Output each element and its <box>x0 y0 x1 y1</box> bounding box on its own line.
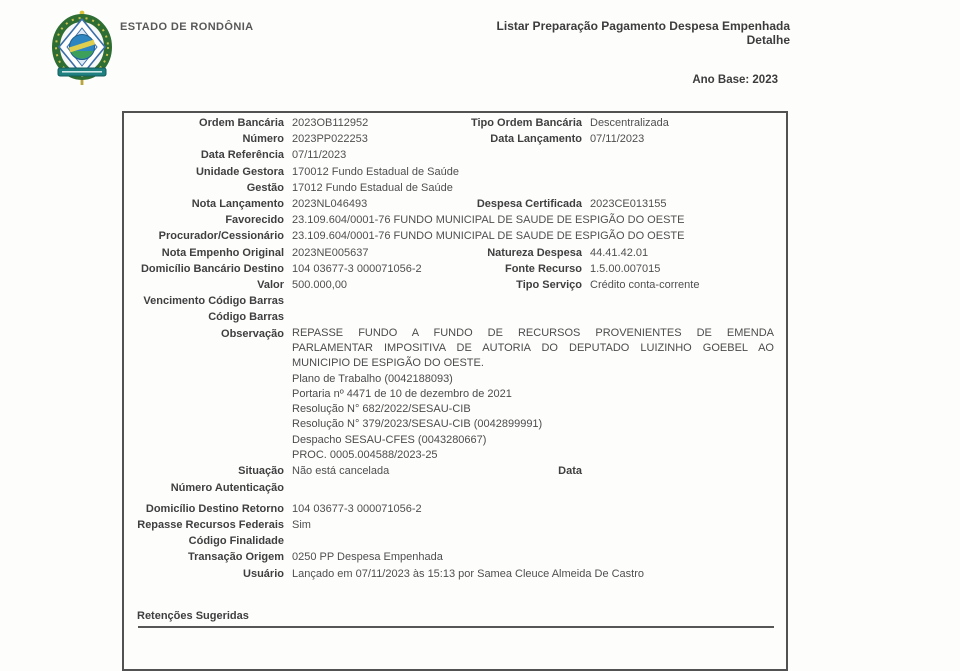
field-label: Domicílio Destino Retorno <box>145 502 284 515</box>
row-usuario <box>124 566 786 582</box>
field-label: Valor <box>257 279 284 292</box>
field-label: Ordem Bancária <box>199 117 284 129</box>
field-label: Situação <box>238 465 284 478</box>
observacao-line: Resolução N° 379/2023/SESAU-CIB (0042899991) <box>292 418 543 431</box>
field-value: Não está cancelada <box>292 465 390 478</box>
row-codigo-barras <box>124 309 786 325</box>
observacao-line: REPASSE FUNDO A FUNDO DE RECURSOS PROVENIENTES DE EMENDA <box>292 326 774 339</box>
field-value: 2023CE013155 <box>590 198 667 211</box>
row-nota-lancamento <box>124 196 786 212</box>
field-value <box>292 480 786 496</box>
row-gestao <box>124 180 786 196</box>
observacao-line: PROC. 0005.004588/2023-25 <box>292 449 438 462</box>
payment-detail-box <box>122 111 788 671</box>
report-title <box>497 19 790 47</box>
field-value-group <box>292 463 786 479</box>
field-value-group <box>292 115 786 131</box>
observacao-line: PARLAMENTAR IMPOSITIVA DE AUTORIA DO DEPUTADO LUIZINHO GOEBEL AO <box>292 341 774 354</box>
field-value: 23.109.604/0001-76 FUNDO MUNICIPAL DE SAUDE DE ESPIGÃO DO OESTE <box>292 214 685 227</box>
row-procurador-cessionario <box>124 228 786 244</box>
report-title-line1: Listar Preparação Pagamento Despesa Empenhada <box>496 19 790 33</box>
field-label: Natureza Despesa <box>487 246 582 259</box>
retencoes-section <box>124 608 786 628</box>
row-data-referencia <box>124 147 786 163</box>
field-value: 2023OB112952 <box>292 117 369 129</box>
row-unidade-gestora <box>124 164 786 180</box>
observacao-line: Portaria nº 4471 de 10 de dezembro de 2021 <box>292 387 512 400</box>
field-label: Código Finalidade <box>188 535 284 548</box>
row-valor <box>124 277 786 293</box>
field-label: Número Autenticação <box>170 481 284 494</box>
row-numero <box>124 131 786 147</box>
field-label: Domicílio Bancário Destino <box>140 262 284 275</box>
field-label: Tipo Ordem Bancária <box>470 117 582 129</box>
field-value-group <box>292 196 786 212</box>
field-value: 17012 Fundo Estadual de Saúde <box>292 181 453 194</box>
field-value: Crédito conta-corrente <box>590 279 700 292</box>
field-label: Unidade Gestora <box>195 165 284 178</box>
retencoes-rule <box>138 626 774 628</box>
observacao-line: Plano de Trabalho (0042188093) <box>292 372 453 385</box>
field-label: Data Referência <box>200 149 284 162</box>
field-value: 1.5.00.007015 <box>590 262 661 275</box>
field-value: 07/11/2023 <box>590 133 645 146</box>
field-label: Despesa Certificada <box>476 198 582 211</box>
field-label: Observação <box>221 327 284 340</box>
field-label: Código Barras <box>208 311 284 324</box>
field-label: Vencimento Código Barras <box>143 295 284 308</box>
field-value-group <box>292 131 786 147</box>
field-value: 23.109.604/0001-76 FUNDO MUNICIPAL DE SAUDE DE ESPIGÃO DO OESTE <box>292 230 685 243</box>
field-value <box>292 293 786 309</box>
field-value-group <box>292 261 786 277</box>
observacao-line: MUNICIPIO DE ESPIGÃO DO OESTE. <box>292 357 484 370</box>
field-value: 104 03677-3 000071056-2 <box>292 262 422 275</box>
field-label: Favorecido <box>225 214 284 227</box>
state-name: ESTADO DE RONDÔNIA <box>120 21 254 33</box>
field-label: Nota Empenho Original <box>161 246 284 259</box>
field-value: 44.41.42.01 <box>590 246 649 259</box>
field-label: Repasse Recursos Federais <box>137 518 284 531</box>
row-repasse-recursos-federais <box>124 517 786 533</box>
field-label: Número <box>242 133 284 146</box>
row-numero-autenticacao <box>124 480 786 496</box>
row-observacao <box>124 326 786 464</box>
field-value-group <box>292 277 786 293</box>
field-value: Lançado em 07/11/2023 às 15:13 por Samea Cleuce Almeida De Castro <box>292 567 645 580</box>
retencoes-heading: Retenções Sugeridas <box>137 609 249 622</box>
row-favorecido <box>124 212 786 228</box>
field-label: Data Lançamento <box>490 133 582 146</box>
row-ordem-bancaria <box>124 115 786 131</box>
field-value: 2023NL046493 <box>292 198 368 211</box>
field-value-group <box>292 245 786 261</box>
field-label: Procurador/Cessionário <box>158 230 284 243</box>
row-nota-empenho-original <box>124 245 786 261</box>
field-value: 2023NE005637 <box>292 246 369 259</box>
field-value <box>292 309 786 325</box>
row-domicilio-destino-retorno <box>124 501 786 517</box>
observacao-text <box>292 326 786 464</box>
field-value: Sim <box>292 518 311 531</box>
observacao-line: Despacho SESAU-CFES (0043280667) <box>292 433 487 446</box>
field-value <box>590 463 786 479</box>
row-vencimento-codigo-barras <box>124 293 786 309</box>
row-transacao-origem <box>124 549 786 565</box>
field-label: Usuário <box>243 567 284 580</box>
field-value: 07/11/2023 <box>292 149 347 162</box>
field-value <box>292 533 786 549</box>
field-label: Tipo Serviço <box>516 279 582 292</box>
field-value: 170012 Fundo Estadual de Saúde <box>292 165 459 178</box>
base-year: Ano Base: 2023 <box>692 74 778 86</box>
field-label: Gestão <box>246 181 284 194</box>
field-value: Descentralizada <box>590 117 669 129</box>
field-value: 104 03677-3 000071056-2 <box>292 502 422 515</box>
field-value: 0250 PP Despesa Empenhada <box>292 551 443 564</box>
row-domicilio-bancario-destino <box>124 261 786 277</box>
observacao-line: Resolução N° 682/2022/SESAU-CIB <box>292 403 471 416</box>
field-label: Fonte Recurso <box>504 262 582 275</box>
field-label: Transação Origem <box>188 551 284 564</box>
report-title-line2: Detalhe <box>746 33 790 47</box>
field-value: 500.000,00 <box>292 279 348 292</box>
row-codigo-finalidade <box>124 533 786 549</box>
row-situacao <box>124 463 786 479</box>
field-label: Nota Lançamento <box>191 198 284 211</box>
field-value: 2023PP022253 <box>292 133 368 146</box>
field-label: Data <box>558 465 582 478</box>
rondonia-coat-of-arms-icon <box>50 8 114 88</box>
